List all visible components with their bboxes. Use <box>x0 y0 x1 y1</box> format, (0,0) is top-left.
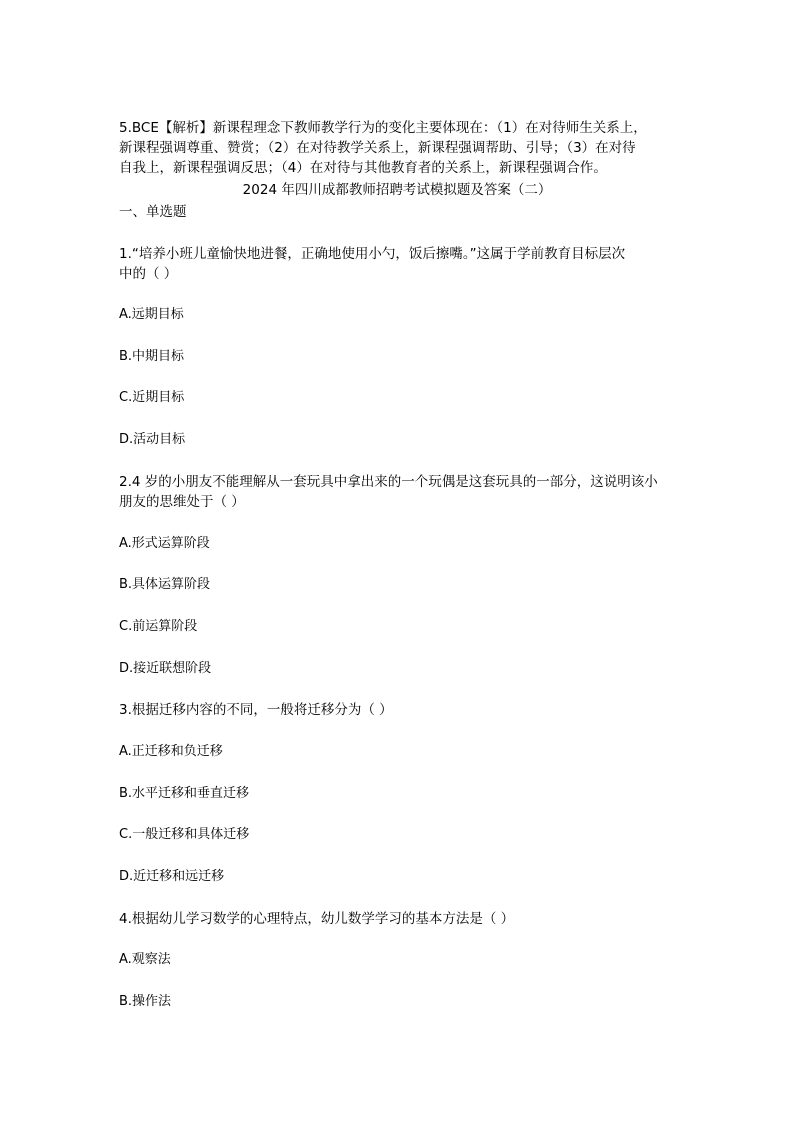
question-3-option-b: B.水平迁移和垂直迁移 <box>119 786 250 801</box>
question-1-stem-line-1: 1.“培养小班儿童愉快地进餐，正确地使用小勺，饭后擦嘴。”这属于学前教育目标层次 <box>119 246 626 262</box>
question-1-stem-line-2: 中的（ ） <box>119 266 178 282</box>
question-3-option-d: D.近迁移和远迁移 <box>119 869 225 884</box>
section-heading: 一、单选题 <box>119 204 187 220</box>
question-3-stem-line-1: 3.根据迁移内容的不同，一般将迁移分为（ ） <box>119 702 393 718</box>
analysis-line-1: 5.BCE【解析】新课程理念下教师教学行为的变化主要体现在：（1）在对待师生关系上， <box>119 120 647 136</box>
question-2-option-c: C.前运算阶段 <box>119 619 198 634</box>
question-1-option-a: A.远期目标 <box>119 307 184 322</box>
question-2-stem-line-1: 2.4 岁的小朋友不能理解从一套玩具中拿出来的一个玩偶是这套玩具的一部分，这说明该小 <box>119 474 658 490</box>
question-1-option-b: B.中期目标 <box>119 349 185 364</box>
question-1-option-c: C.近期目标 <box>119 390 185 405</box>
question-4-stem-line-1: 4.根据幼儿学习数学的心理特点，幼儿数学学习的基本方法是（ ） <box>119 911 515 927</box>
question-1-option-d: D.活动目标 <box>119 432 186 447</box>
analysis-line-2: 新课程强调尊重、赞赏；（2）在对待教学关系上，新课程强调帮助、引导；（3）在对待 <box>119 140 636 156</box>
question-2-option-d: D.接近联想阶段 <box>119 661 212 676</box>
question-2-stem-line-2: 朋友的思维处于（ ） <box>119 494 245 510</box>
question-4-option-a: A.观察法 <box>119 952 171 967</box>
question-2-option-b: B.具体运算阶段 <box>119 577 211 592</box>
exam-title: 2024 年四川成都教师招聘考试模拟题及答案（二） <box>242 182 552 198</box>
question-4-option-b: B.操作法 <box>119 994 172 1009</box>
question-3-option-c: C.一般迁移和具体迁移 <box>119 827 250 842</box>
analysis-line-3: 自我上，新课程强调反思；（4）在对待与其他教育者的关系上，新课程强调合作。 <box>119 160 607 176</box>
question-2-option-a: A.形式运算阶段 <box>119 536 210 551</box>
question-3-option-a: A.正迁移和负迁移 <box>119 744 223 759</box>
